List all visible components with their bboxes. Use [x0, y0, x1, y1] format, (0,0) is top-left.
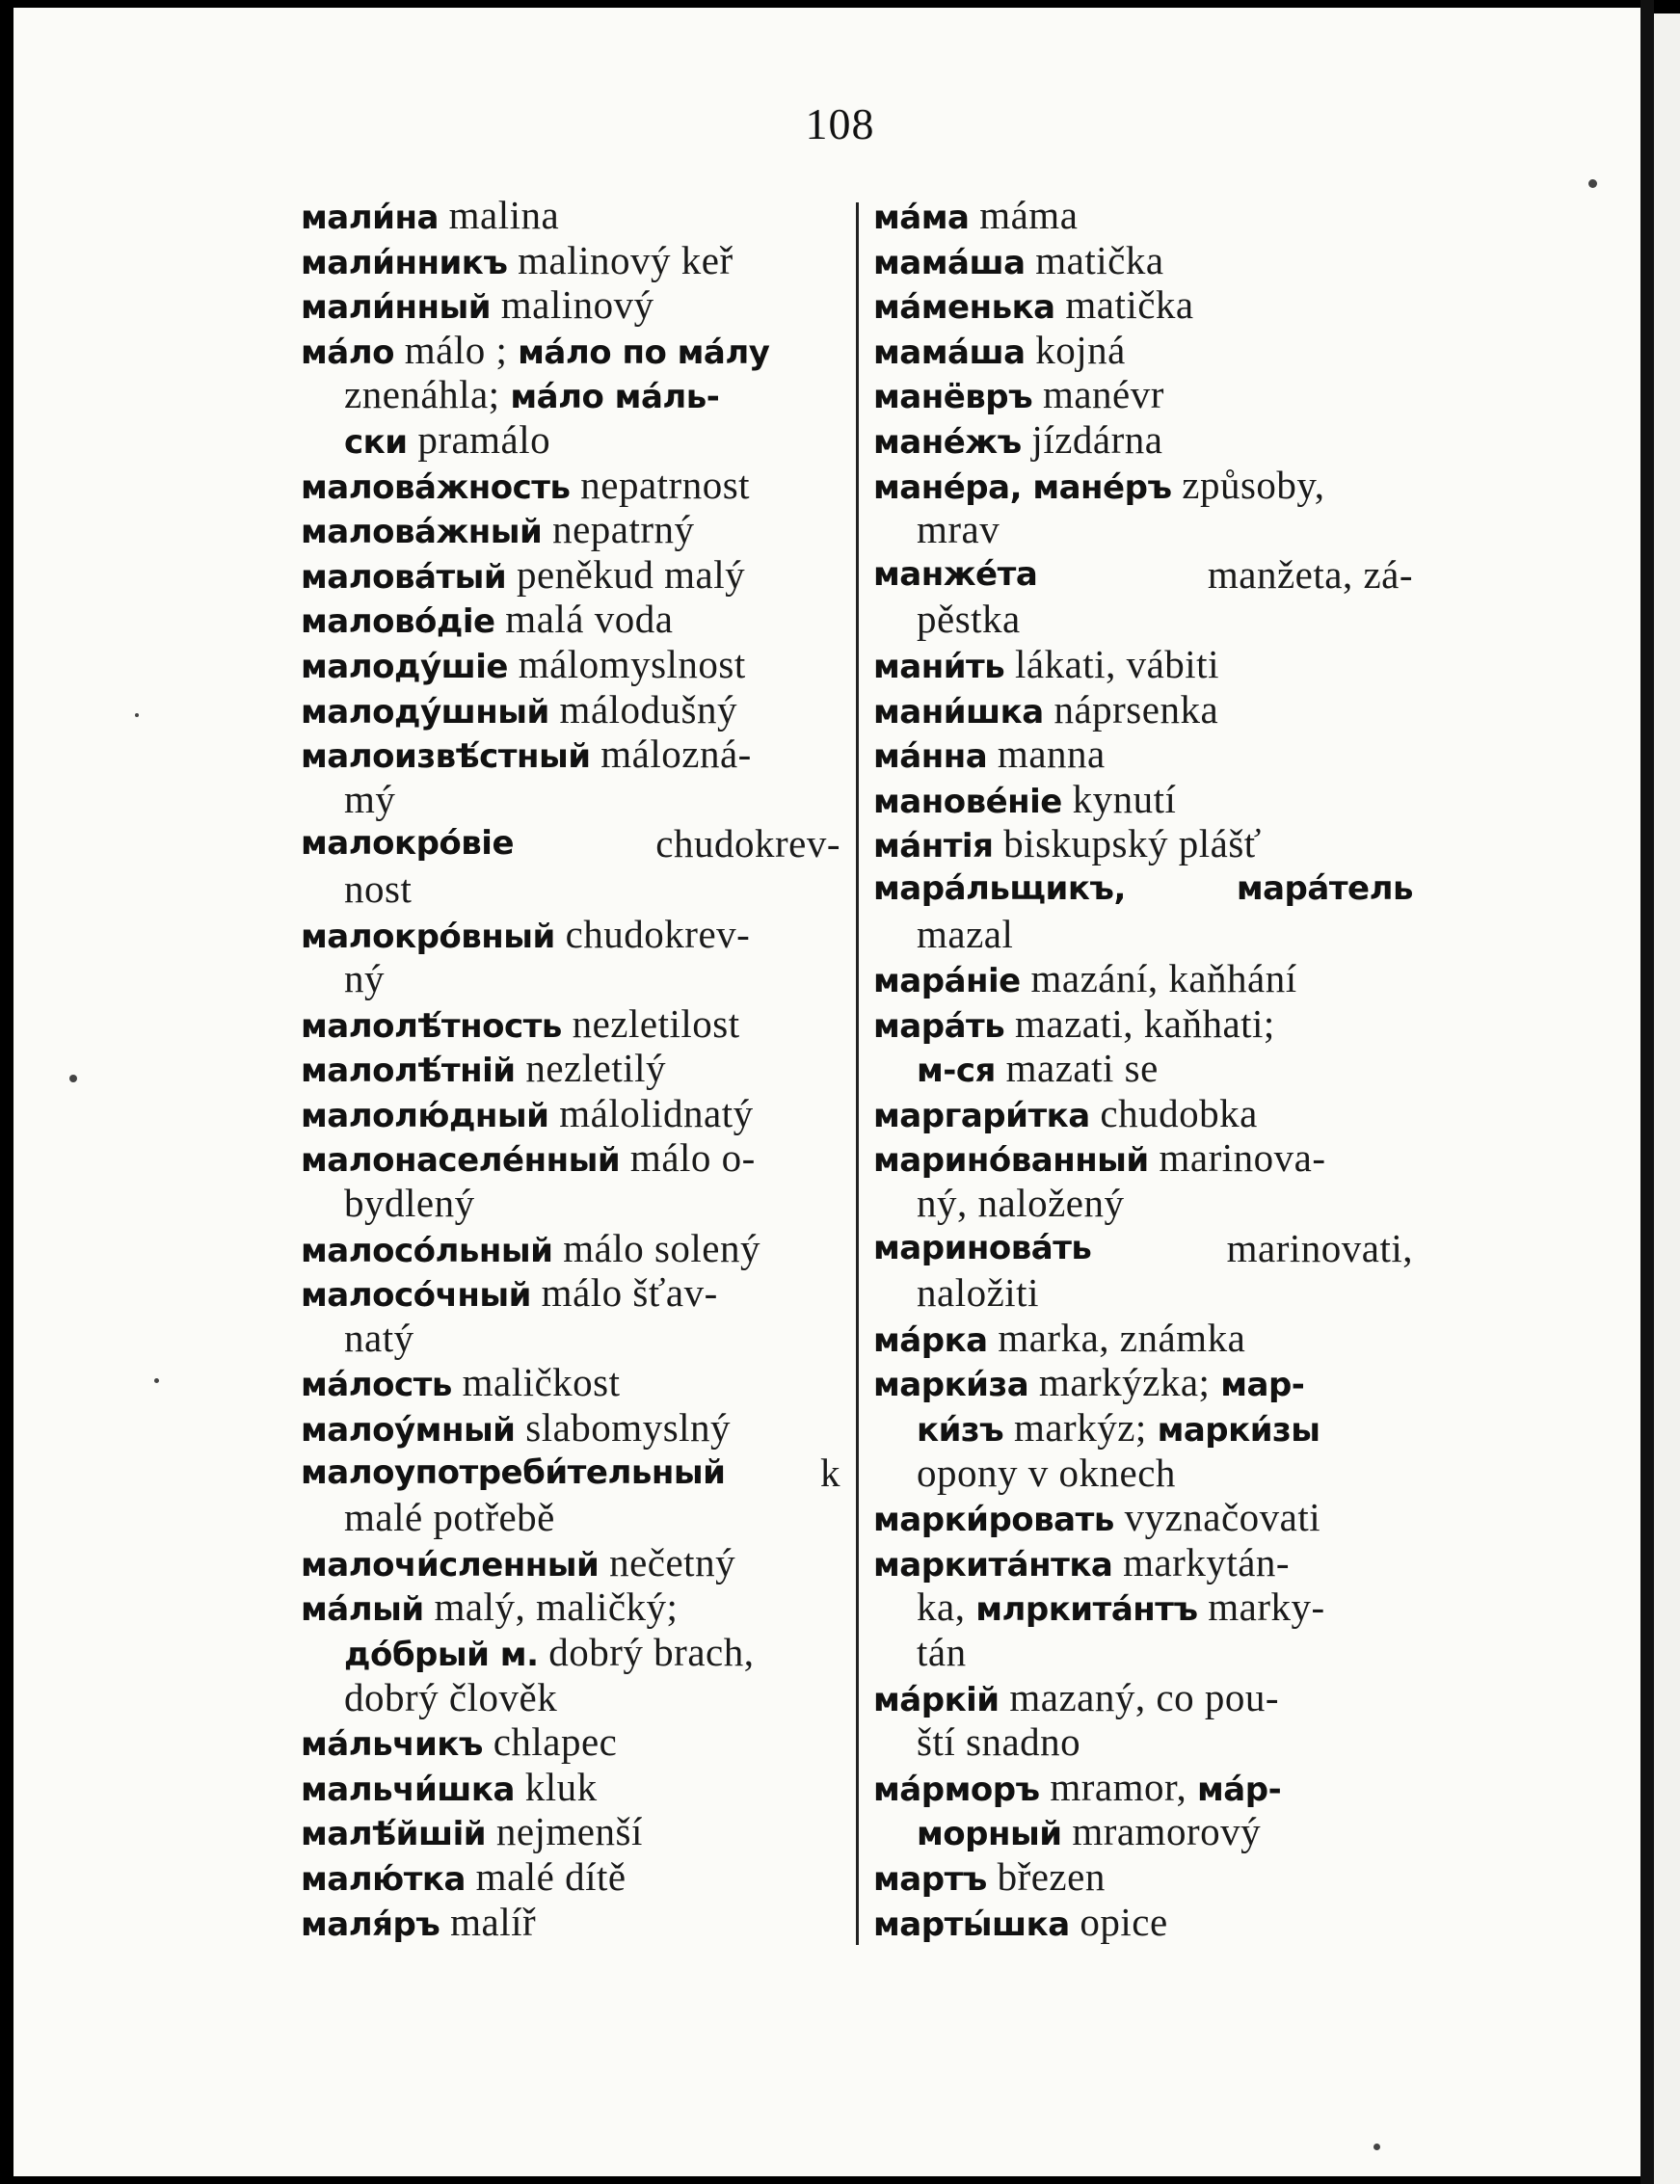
headword: манёвръ: [873, 378, 1033, 417]
scan-speck: [135, 713, 139, 717]
dictionary-entry-line: [301, 1046, 840, 1091]
headword: маловóдіе: [301, 602, 495, 642]
dictionary-entry-line: [873, 956, 1413, 1001]
headword: дóбрый м.: [344, 1636, 539, 1674]
dictionary-entry-line: [873, 193, 1413, 238]
headword: малолю́дный: [301, 1096, 549, 1135]
entry-continuation-line: [873, 1451, 1413, 1496]
page-number: 108: [805, 99, 875, 148]
headword: мальчи́шка: [301, 1770, 515, 1809]
translation: málo ;: [394, 327, 519, 372]
headword: ски: [344, 422, 408, 462]
translation: mazal: [917, 911, 1014, 956]
dictionary-entry-line: [301, 912, 840, 957]
headword: морный: [917, 1815, 1062, 1854]
headword: малоду́шный: [301, 692, 549, 732]
next-page-sliver: [1654, 13, 1680, 2184]
entry-continuation-line: [873, 597, 1413, 642]
headword: малолѣ́тность: [301, 1006, 562, 1046]
dictionary-entry-line: [301, 282, 840, 328]
translation: markýz;: [1003, 1405, 1158, 1451]
dictionary-entry-line: [301, 1135, 840, 1181]
translation: málo solený: [552, 1225, 761, 1270]
translation: lákati, vábiti: [1004, 641, 1219, 686]
dictionary-entry-line: [301, 328, 840, 373]
translation: matička: [1054, 282, 1194, 328]
translation: březen: [986, 1853, 1106, 1899]
headword: малоупотреби́тельный: [301, 1452, 726, 1492]
dictionary-entry-line: [301, 1809, 840, 1854]
headword: мама́ша: [873, 243, 1026, 282]
translation: malinový: [491, 282, 654, 328]
entry-continuation-line: [873, 1181, 1413, 1226]
headword: малова́тый: [301, 557, 507, 597]
dictionary-entry-line: [301, 1719, 840, 1765]
dictionary-entry-line: [301, 507, 840, 552]
headword: ма́ркій: [873, 1680, 1000, 1719]
translation: matička: [1025, 237, 1164, 282]
headword: малосóльный: [301, 1231, 553, 1270]
dictionary-entry-line: [873, 463, 1413, 508]
scan-speck: [1588, 179, 1597, 188]
translation: mazaný, co pou-: [999, 1674, 1279, 1719]
translation: marinovati,: [1226, 1225, 1413, 1270]
dictionary-entry-line: [873, 552, 1413, 598]
headword: маргари́тка: [873, 1096, 1090, 1135]
translation: nečetný: [599, 1539, 736, 1585]
translation: chudokrev-: [554, 911, 751, 956]
dictionary-entry-line: [873, 1316, 1413, 1361]
translation: malý, maličký;: [423, 1585, 679, 1630]
dictionary-entry-line: [873, 642, 1413, 687]
headword: малова́жный: [301, 513, 543, 552]
translation: mramorový: [1061, 1809, 1262, 1854]
dictionary-entry-line: [301, 1270, 840, 1316]
entry-continuation-line: [873, 1046, 1413, 1091]
translation: peněkud malý: [506, 551, 746, 597]
dictionary-entry-line: [301, 1451, 840, 1496]
dictionary-entry-line: [301, 1360, 840, 1405]
entry-continuation-line: [301, 1630, 840, 1675]
translation: manna: [987, 732, 1106, 777]
headword: ма́лость: [301, 1366, 452, 1405]
entry-continuation-line: [301, 777, 840, 822]
headword: мара́льщикъ,: [873, 868, 1126, 908]
headword: мали́на: [301, 199, 439, 237]
translation: mazati, kaňhati;: [1004, 1000, 1275, 1046]
headword: маринóванный: [873, 1141, 1149, 1181]
translation: mrav: [917, 507, 1000, 552]
dictionary-entry-line: [301, 1900, 840, 1945]
translation: manévr: [1032, 372, 1164, 417]
dictionary-entry-line: [301, 463, 840, 508]
dictionary-entry-line: [873, 1540, 1413, 1585]
scan-speck: [154, 1378, 159, 1383]
translation: mazati se: [995, 1046, 1159, 1091]
entry-continuation-line: [301, 1675, 840, 1720]
headword: м-ся: [917, 1052, 996, 1091]
translation: málodušný: [548, 686, 737, 732]
dictionary-entry-line: [301, 687, 840, 732]
entry-continuation-line: [301, 1316, 840, 1361]
headword: малю́тка: [301, 1859, 466, 1899]
translation: máma: [969, 193, 1079, 237]
dictionary-entry-line: [873, 238, 1413, 283]
headword: манже́та: [873, 554, 1038, 594]
headword: манове́ніе: [873, 782, 1062, 821]
translation: málolidnatý: [548, 1090, 754, 1135]
dictionary-entry-line: [873, 1226, 1413, 1271]
dictionary-entry-line: [873, 1675, 1413, 1720]
translation: malina: [438, 193, 560, 237]
headword: ма́рка: [873, 1320, 988, 1360]
dictionary-entry-line: [873, 1091, 1413, 1136]
translation: opony v oknech: [917, 1450, 1176, 1495]
dictionary-entry-line: [873, 1765, 1413, 1810]
translation: vyznačovati: [1113, 1495, 1321, 1540]
dictionary-entry-line: [873, 732, 1413, 777]
headword: марки́зы: [1157, 1411, 1320, 1451]
translation: malé potřebě: [344, 1495, 555, 1540]
entry-continuation-line: [301, 372, 840, 417]
translation: malíř: [440, 1899, 537, 1944]
headword: ки́зъ: [917, 1411, 1004, 1451]
headword: ма́льчикъ: [301, 1725, 483, 1765]
headword: малочи́сленный: [301, 1545, 600, 1585]
translation: kojná: [1025, 327, 1126, 372]
headword: малоду́шіе: [301, 647, 508, 686]
headword: мама́ша: [873, 333, 1026, 372]
translation: ka,: [917, 1585, 976, 1630]
headword: ма́ло ма́ль-: [510, 378, 720, 417]
dictionary-entry-line: [301, 1001, 840, 1047]
translation: málo o-: [620, 1135, 756, 1181]
headword: малѣ́йшій: [301, 1815, 487, 1854]
headword: ма́нна: [873, 737, 988, 777]
headword: марты́шка: [873, 1904, 1070, 1944]
entry-continuation-line: [873, 1270, 1413, 1316]
dictionary-entry-line: [873, 866, 1413, 912]
headword: мани́ть: [873, 647, 1005, 686]
translation: málomyslnost: [507, 641, 746, 686]
right-column: [873, 193, 1413, 1944]
dictionary-entry-line: [873, 1135, 1413, 1181]
translation: malé dítě: [465, 1853, 627, 1899]
translation: k: [820, 1450, 840, 1495]
headword: ма́рморъ: [873, 1770, 1040, 1809]
translation: ný, naložený: [917, 1181, 1125, 1226]
headword: ма́ло по ма́лу: [518, 333, 770, 372]
headword: маля́ръ: [301, 1904, 440, 1944]
translation: jízdárna: [1021, 416, 1163, 462]
headword: мали́нный: [301, 288, 492, 328]
translation: mramor,: [1039, 1764, 1198, 1809]
headword: малокрóвный: [301, 917, 555, 956]
translation: mý: [344, 776, 396, 821]
translation: ští snadno: [917, 1719, 1081, 1765]
dictionary-entry-line: [873, 1360, 1413, 1405]
translation: malá voda: [494, 597, 674, 642]
headword: марки́ровать: [873, 1501, 1114, 1540]
translation: ný: [344, 956, 385, 1001]
dictionary-entry-line: [301, 732, 840, 777]
headword: ма́р-: [1197, 1770, 1282, 1809]
translation: dobrý člověk: [344, 1674, 558, 1719]
translation: kynutí: [1061, 776, 1177, 821]
entry-continuation-line: [873, 1405, 1413, 1451]
dictionary-entry-line: [301, 1765, 840, 1810]
headword: мане́жъ: [873, 422, 1022, 462]
left-column: [301, 193, 840, 1944]
translation: nezletilý: [515, 1046, 667, 1091]
dictionary-entry-line: [873, 1495, 1413, 1540]
translation: nepatrnost: [570, 462, 751, 507]
entry-continuation-line: [301, 1181, 840, 1226]
column-divider: [856, 202, 859, 1945]
translation: nezletilost: [561, 1000, 740, 1046]
entry-continuation-line: [873, 1809, 1413, 1854]
dictionary-entry-line: [301, 552, 840, 598]
headword: мартъ: [873, 1859, 987, 1899]
translation: kluk: [514, 1764, 598, 1809]
headword: мани́шка: [873, 692, 1044, 732]
dictionary-entry-line: [301, 597, 840, 642]
entry-continuation-line: [873, 1630, 1413, 1675]
entry-continuation-line: [873, 912, 1413, 957]
headword: мар-: [1220, 1366, 1305, 1405]
translation: markýzka;: [1028, 1360, 1221, 1405]
translation: marky-: [1197, 1585, 1325, 1630]
headword: мара́ніе: [873, 962, 1021, 1001]
dictionary-entry-line: [873, 1854, 1413, 1900]
headword: малоизвѣ́стный: [301, 737, 591, 777]
translation: naložiti: [917, 1270, 1039, 1316]
entry-continuation-line: [301, 417, 840, 463]
headword: мане́ра, мане́ръ: [873, 467, 1172, 507]
entry-continuation-line: [873, 1585, 1413, 1630]
scan-speck: [69, 1075, 77, 1082]
dictionary-entry-line: [873, 1001, 1413, 1047]
translation: chlapec: [482, 1719, 618, 1765]
dictionary-entry-line: [301, 1226, 840, 1271]
dictionary-entry-line: [301, 238, 840, 283]
translation: dobrý brach,: [538, 1630, 755, 1674]
headword: ма́ма: [873, 199, 970, 237]
headword: мали́нникъ: [301, 243, 508, 282]
dictionary-entry-line: [873, 777, 1413, 822]
headword: малова́жность: [301, 467, 571, 507]
translation: biskupský plášť: [993, 821, 1262, 866]
headword: малосóчный: [301, 1276, 531, 1316]
translation: marinova-: [1148, 1135, 1326, 1181]
translation: nejmenší: [486, 1809, 643, 1854]
dictionary-entry-line: [873, 821, 1413, 866]
translation: mazání, kaňhání: [1020, 956, 1297, 1001]
dictionary-entry-line: [873, 687, 1413, 732]
entry-continuation-line: [301, 1495, 840, 1540]
translation: nost: [344, 866, 413, 911]
translation: maličkost: [451, 1360, 621, 1405]
dictionary-entry-line: [301, 1405, 840, 1451]
translation: bydlený: [344, 1181, 475, 1226]
translation: slabomyslný: [515, 1405, 732, 1451]
headword: ма́лый: [301, 1590, 424, 1630]
headword: малонаселе́нный: [301, 1141, 621, 1181]
translation: nepatrný: [542, 507, 695, 552]
translation: manžeta, zá-: [1207, 551, 1413, 597]
headword: маркита́нтка: [873, 1545, 1113, 1585]
dictionary-entry-line: [301, 1540, 840, 1585]
translation: natý: [344, 1315, 414, 1360]
translation: náprsenka: [1043, 686, 1219, 732]
headword: ма́менька: [873, 288, 1055, 328]
scan-speck: [1373, 2144, 1380, 2150]
translation: pěstka: [917, 597, 1021, 642]
dictionary-entry-line: [301, 193, 840, 238]
dictionary-entry-line: [873, 328, 1413, 373]
translation: chudokrev-: [655, 821, 840, 866]
dictionary-entry-line: [873, 372, 1413, 417]
headword: марки́за: [873, 1366, 1029, 1405]
headword: малолѣ́тній: [301, 1052, 516, 1091]
translation: markytán-: [1112, 1539, 1291, 1585]
headword: ма́ло: [301, 333, 394, 372]
entry-continuation-line: [301, 866, 840, 912]
dictionary-entry-line: [873, 282, 1413, 328]
translation: málo šťav-: [530, 1270, 718, 1316]
translation: tán: [917, 1630, 967, 1674]
headword: малоу́мный: [301, 1411, 516, 1451]
page-edge-shadow: [1640, 0, 1654, 2184]
dictionary-entry-line: [301, 1854, 840, 1900]
translation: pramálo: [407, 416, 551, 462]
translation: chudobka: [1089, 1090, 1258, 1135]
headword: малокрóвіе: [301, 824, 514, 864]
dictionary-entry-line: [301, 1091, 840, 1136]
dictionary-entry-line: [301, 821, 840, 866]
entry-continuation-line: [873, 1719, 1413, 1765]
translation: způsoby,: [1171, 462, 1325, 507]
headword: мара́ть: [873, 1006, 1005, 1046]
entry-continuation-line: [301, 956, 840, 1001]
dictionary-entry-line: [873, 1900, 1413, 1945]
headword: мариновáть: [873, 1228, 1092, 1267]
translation: málozná-: [590, 732, 752, 777]
dictionary-entry-line: [301, 642, 840, 687]
headword: мара́тель: [1236, 868, 1413, 908]
translation: znenáhla;: [344, 372, 511, 417]
headword: ма́нтія: [873, 827, 994, 866]
dictionary-entry-line: [873, 417, 1413, 463]
translation: opice: [1069, 1899, 1168, 1944]
headword: млркита́нтъ: [975, 1590, 1198, 1630]
translation: marka, známka: [987, 1315, 1246, 1360]
entry-continuation-line: [873, 507, 1413, 552]
dictionary-entry-line: [301, 1585, 840, 1630]
translation: malinový keř: [507, 237, 733, 282]
